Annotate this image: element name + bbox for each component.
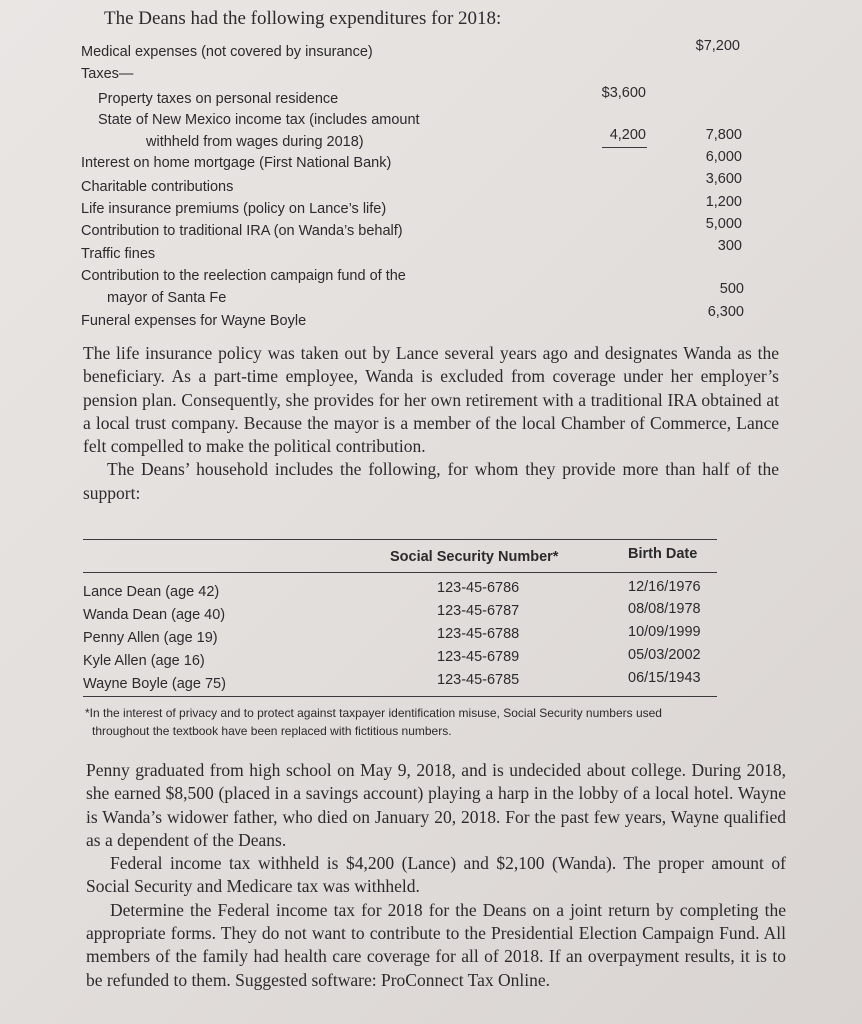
table-top-rule [83, 539, 717, 540]
column-header-birth-date: Birth Date [628, 546, 698, 562]
paragraph-life-insurance: The life insurance policy was taken out by Lance several years ago and designates Wanda as the beneficiary. As a part-time employee, Wanda is excluded from coverage under her employer’s pension plan. Consequently, she provides for her own retirement with a traditional IRA obtained at a local trust company. Because the mayor is a member of the local Chamber of Commerce, Lance felt compelled to make the political contribution. [83, 343, 779, 457]
expense-amount-medical: $7,200 [695, 38, 740, 54]
expense-total-taxes: 7,800 [705, 127, 742, 143]
column-header-ssn: Social Security Number* [390, 549, 559, 565]
expense-label-medical: Medical expenses (not covered by insurance) [81, 44, 373, 60]
table-cell-ssn: 123-45-6785 [437, 672, 520, 688]
expense-label-campaign-1: Contribution to the reelection campaign fund of the [81, 268, 406, 284]
expense-label-mortgage: Interest on home mortgage (First National Bank) [81, 155, 392, 171]
expense-label-state-tax-1: State of New Mexico income tax (includes amount [98, 112, 420, 128]
expense-label-campaign-2: mayor of Santa Fe [107, 290, 227, 306]
expense-amount-traffic: 300 [717, 238, 742, 254]
table-footnote-line-1: *In the interest of privacy and to protect against taxpayer identification misuse, Social Security numbers used [85, 706, 662, 720]
table-cell-birth-date: 05/03/2002 [628, 647, 701, 663]
paragraph-withholding: Federal income tax withheld is $4,200 (Lance) and $2,100 (Wanda). The proper amount of Social Security and Medicare tax was withheld. [86, 853, 786, 897]
expense-label-traffic: Traffic fines [81, 246, 156, 262]
expense-label-charitable: Charitable contributions [81, 179, 234, 195]
narrative-block-1 [83, 342, 779, 505]
table-cell-ssn: 123-45-6788 [437, 626, 520, 642]
table-cell-name: Lance Dean (age 42) [83, 584, 220, 600]
expense-amount-campaign: 500 [719, 281, 744, 297]
paragraph-penny-wayne: Penny graduated from high school on May 9, 2018, and is undecided about college. During 2018, she earned $8,500 (placed in a savings account) playing a harp in the lobby of a local hotel. Wayne is Wanda’s widower father, who died on January 20, 2018. For the past few years, Wayne qualified as a dependent of the Deans. [86, 760, 786, 850]
narrative-block-2 [86, 759, 786, 992]
table-cell-ssn: 123-45-6789 [437, 649, 520, 665]
expense-label-taxes: Taxes— [81, 66, 134, 82]
expense-label-funeral: Funeral expenses for Wayne Boyle [81, 313, 307, 329]
table-cell-name: Kyle Allen (age 16) [83, 653, 205, 669]
expense-amount-ira: 5,000 [705, 216, 742, 232]
expense-amount-life-insurance: 1,200 [705, 194, 742, 210]
expense-amount-property: $3,600 [601, 85, 646, 101]
expense-amount-charitable: 3,600 [705, 171, 742, 187]
table-cell-name: Penny Allen (age 19) [83, 630, 218, 646]
table-cell-birth-date: 10/09/1999 [628, 624, 701, 640]
table-cell-ssn: 123-45-6786 [437, 580, 520, 596]
expense-amount-state-tax: 4,200 [609, 127, 646, 143]
expense-label-state-tax-2: withheld from wages during 2018) [146, 134, 364, 150]
subtotal-underline [602, 147, 647, 148]
paragraph-instructions: Determine the Federal income tax for 2018 for the Deans on a joint return by completing the appropriate forms. They do not want to contribute to the Presidential Election Campaign Fund. All members of the family had health care coverage for all of 2018. If an overpayment results, it is to be refunded to them. Suggested software: ProConnect Tax Online. [86, 899, 786, 990]
expense-label-life-insurance: Life insurance premiums (policy on Lance’s life) [81, 201, 387, 217]
expense-label-ira: Contribution to traditional IRA (on Wanda’s behalf) [81, 223, 403, 239]
paragraph-household-intro: The Deans’ household includes the following, for whom they provide more than half of the support: [83, 459, 779, 503]
table-cell-name: Wanda Dean (age 40) [83, 607, 226, 623]
page-heading: The Deans had the following expenditures for 2018: [104, 8, 502, 29]
expense-label-property: Property taxes on personal residence [98, 91, 339, 107]
table-cell-birth-date: 12/16/1976 [628, 579, 701, 595]
expense-amount-funeral: 6,300 [707, 304, 744, 320]
table-cell-birth-date: 06/15/1943 [628, 670, 701, 686]
table-cell-birth-date: 08/08/1978 [628, 601, 701, 617]
table-footnote-line-2: throughout the textbook have been replaced with fictitious numbers. [92, 724, 452, 738]
table-header-rule [83, 572, 717, 573]
table-cell-ssn: 123-45-6787 [437, 603, 520, 619]
table-cell-name: Wayne Boyle (age 75) [83, 676, 226, 692]
expense-amount-mortgage: 6,000 [705, 149, 742, 165]
table-bottom-rule [83, 696, 717, 697]
